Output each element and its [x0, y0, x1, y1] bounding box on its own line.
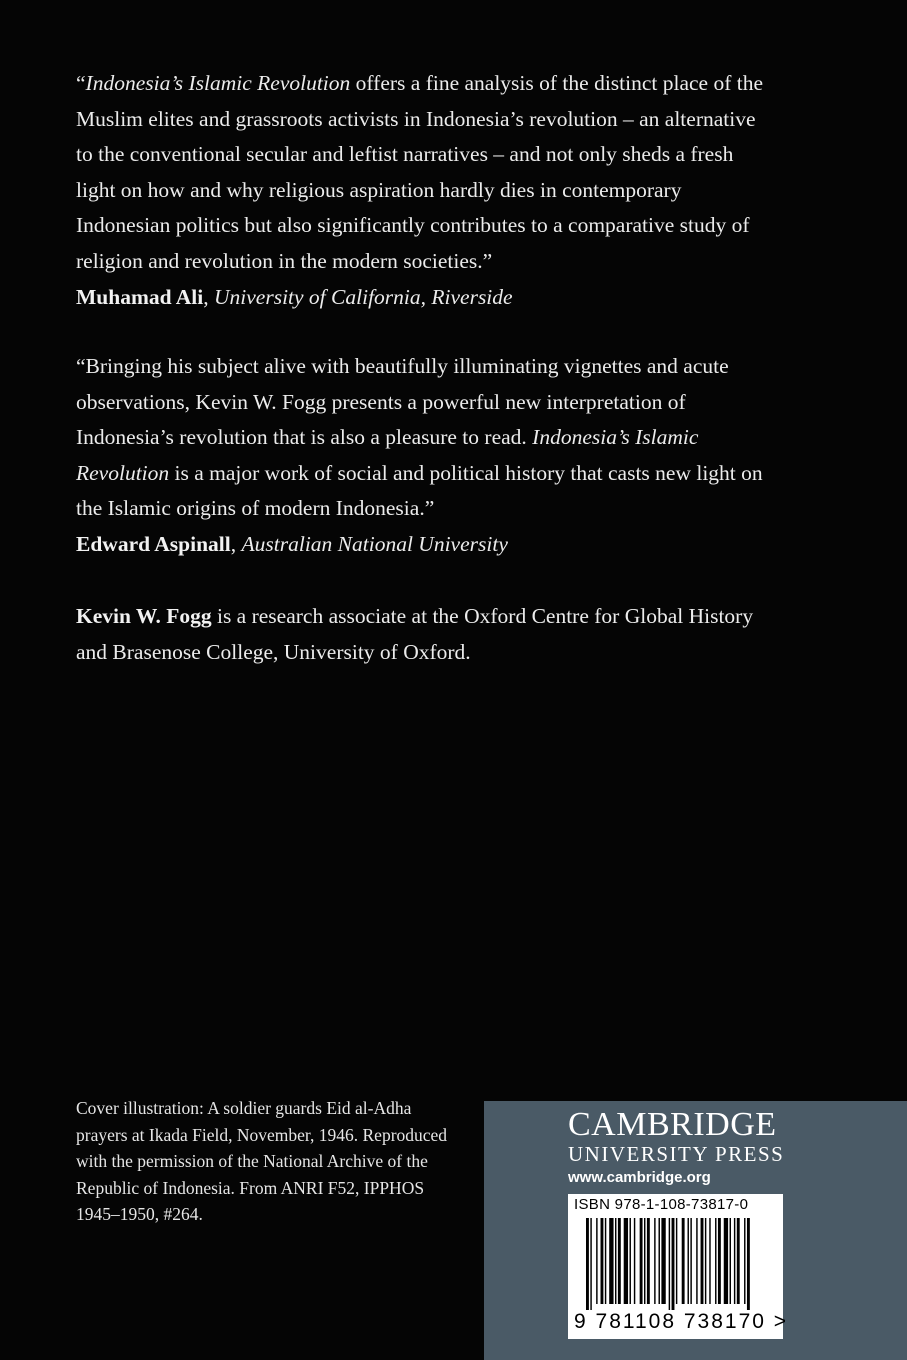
barcode-bar	[605, 1218, 606, 1304]
quote-2-author: Edward Aspinall	[76, 531, 231, 556]
quote-1-attribution: Muhamad Ali, University of California, Riverside	[76, 284, 513, 309]
barcode-digits: 9 781108 738170 >	[574, 1310, 789, 1333]
barcode-bar	[586, 1218, 589, 1310]
book-title-italic: Indonesia’s Islamic Revolution	[76, 425, 699, 485]
barcode-bar	[701, 1218, 704, 1304]
barcode-bar	[690, 1218, 691, 1304]
barcode-box	[568, 1194, 789, 1339]
barcode-bar	[715, 1218, 716, 1304]
quote-2-attribution: Edward Aspinall, Australian National University	[76, 531, 508, 556]
publisher-press: UNIVERSITY PRESS	[568, 1142, 785, 1166]
author-name: Kevin W. Fogg	[76, 604, 212, 628]
author-bio-text: Kevin W. Fogg is a research associate at the Oxford Centre for Global History and Brasenose College, University of Oxford.	[76, 604, 754, 664]
publisher-panel	[484, 1101, 907, 1360]
barcode-bar	[737, 1218, 740, 1304]
quote-2-affiliation: Australian National University	[241, 531, 508, 556]
barcode-bar	[724, 1218, 728, 1304]
barcode-bar	[661, 1218, 665, 1304]
barcode-bar	[624, 1218, 628, 1304]
quote-1-author: Muhamad Ali	[76, 284, 204, 309]
cover-illustration-credit: Cover illustration: A soldier guards Eid al-Adha prayers at Ikada Field, November, 1946. Reproduced with the permission of the National Archive of the Republic of Indonesia. From ANRI F52, IPPHOS 1945–1950, #264.	[76, 1098, 448, 1224]
barcode-bar	[596, 1218, 597, 1304]
barcode-bar	[634, 1218, 635, 1304]
isbn-label: ISBN 978-1-108-73817-0	[574, 1196, 749, 1213]
barcode-bar	[647, 1218, 650, 1304]
quote-1-text: “Indonesia’s Islamic Revolution offers a fine analysis of the distinct place of the Muslim elites and grassroots activists in Indonesia’s revolution – an alternative to the conventional secular and leftist narratives – and not only sheds a fresh light on how and why religious aspiration hardly dies in contemporary Indonesian politics but also significantly contributes to a comparative study of religion and revolution in the modern societies.”	[76, 71, 764, 273]
barcode-bar	[688, 1218, 689, 1304]
barcode-bar	[709, 1218, 710, 1304]
barcode-bar	[747, 1218, 750, 1310]
barcode-icon	[568, 1218, 783, 1310]
barcode-bar	[676, 1218, 677, 1304]
barcode-bar	[669, 1218, 670, 1310]
barcode-bar	[640, 1218, 643, 1304]
quote-2-text: “Bringing his subject alive with beautifully illuminating vignettes and acute observations, Kevin W. Fogg presents a powerful new interpretation of Indonesia’s revolution that is also a pleasure to read. Indonesia’s Islamic Revolution is a major work of social and political history that casts new light on the Islamic origins of modern Indonesia.”	[76, 354, 763, 521]
barcode-bar	[659, 1218, 660, 1304]
barcode-bar	[615, 1218, 616, 1304]
barcode-bar	[705, 1218, 706, 1304]
barcode-bar	[609, 1218, 613, 1304]
barcode-bar	[618, 1218, 621, 1304]
barcode-bar	[644, 1218, 645, 1304]
barcode-bar	[696, 1218, 697, 1304]
blurb-quote-1	[76, 66, 776, 315]
book-title-italic: Indonesia’s Islamic Revolution	[85, 71, 351, 95]
publisher-name: CAMBRIDGE	[568, 1106, 777, 1143]
barcode-bar	[654, 1218, 655, 1304]
barcode-bar	[672, 1218, 675, 1310]
barcode-bar	[730, 1218, 731, 1304]
barcode-bar	[744, 1218, 745, 1304]
barcode-bar	[601, 1218, 604, 1304]
blurb-quote-2	[76, 349, 776, 563]
quote-1-affiliation: University of California, Riverside	[214, 284, 513, 309]
author-bio	[76, 599, 776, 670]
barcode-bar	[682, 1218, 685, 1304]
barcode-bar	[630, 1218, 631, 1304]
barcode-bar	[718, 1218, 721, 1304]
publisher-url: www.cambridge.org	[568, 1169, 711, 1186]
barcode-bar	[590, 1218, 591, 1310]
barcode-bar	[734, 1218, 735, 1304]
